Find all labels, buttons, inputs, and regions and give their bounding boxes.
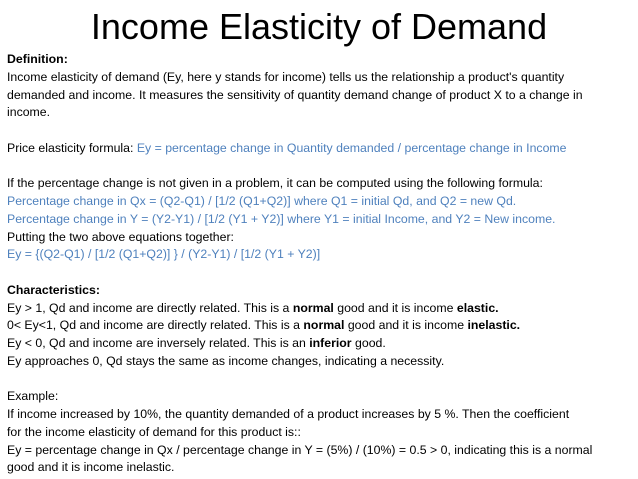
characteristic-text: good.: [351, 336, 386, 350]
together-text: Putting the two above equations together:: [7, 229, 234, 244]
characteristic-text: 0< Ey<1, Qd and income are directly related. This is a: [7, 318, 304, 333]
example-line: good and it is income inelastic.: [7, 460, 175, 475]
definition-heading: Definition:: [7, 52, 68, 66]
characteristic-elastic: [7, 300, 633, 318]
characteristic-text: good and it is income: [333, 300, 457, 315]
inferior-term: inferior: [309, 336, 352, 350]
calculation-intro: If the percentage change is not given in a problem, it can be computed using the following formula:: [7, 176, 543, 191]
combined-formula: Ey = {(Q2-Q1) / [1/2 (Q1+Q2)] } / (Y2-Y1) / [1/2 (Y1 + Y2)]: [7, 247, 321, 262]
definition-line: Income elasticity of demand (Ey, here y stands for income) tells us the relationship a product's quantity: [7, 69, 565, 84]
example-line: for the income elasticity of demand for this product is::: [7, 424, 301, 439]
characteristic-text: good and it is income: [344, 318, 468, 333]
characteristic-text: Ey < 0, Qd and income are inversely related. This is an: [7, 336, 310, 350]
spacer: [7, 158, 633, 176]
formula-expression: Ey = percentage change in Quantity demanded / percentage change in Income: [136, 140, 567, 155]
slide-body: [7, 51, 633, 477]
characteristic-text: Ey > 1, Qd and income are directly related. This is a: [7, 300, 293, 315]
characteristic-inferior: [7, 335, 633, 353]
inelastic-term: inelastic.: [467, 318, 521, 333]
example-heading: Example:: [7, 389, 59, 404]
y-formula: Percentage change in Y = (Y2-Y1) / [1/2 (Y1 + Y2)] where Y1 = initial Income, and Y2 = New income.: [7, 211, 556, 226]
normal-term: normal: [303, 318, 345, 333]
spacer: [7, 264, 633, 282]
slide-title: Income Elasticity of Demand: [90, 6, 548, 47]
formula-line: [7, 140, 633, 158]
definition-line: demanded and income. It measures the sensitivity of quantity demand change of product X to a change in: [7, 87, 583, 102]
characteristic-inelastic: [7, 317, 633, 335]
example-line: If income increased by 10%, the quantity demanded of a product increases by 5 %. Then the coefficient: [7, 407, 570, 421]
spacer: [7, 371, 633, 389]
elastic-term: elastic.: [456, 300, 499, 315]
characteristic-necessity: Ey approaches 0, Qd stays the same as income changes, indicating a necessity.: [7, 353, 445, 368]
qx-formula: Percentage change in Qx = (Q2-Q1) / [1/2 (Q1+Q2)] where Q1 = initial Qd, and Q2 = new Qd.: [7, 194, 517, 208]
normal-term: normal: [292, 300, 334, 315]
spacer: [7, 122, 633, 140]
formula-prefix: Price elasticity formula:: [7, 140, 137, 155]
example-line: Ey = percentage change in Qx / percentage change in Y = (5%) / (10%) = 0.5 > 0, indicating this is a normal: [7, 442, 593, 457]
definition-line: income.: [7, 105, 51, 120]
characteristics-heading: Characteristics:: [7, 282, 100, 297]
